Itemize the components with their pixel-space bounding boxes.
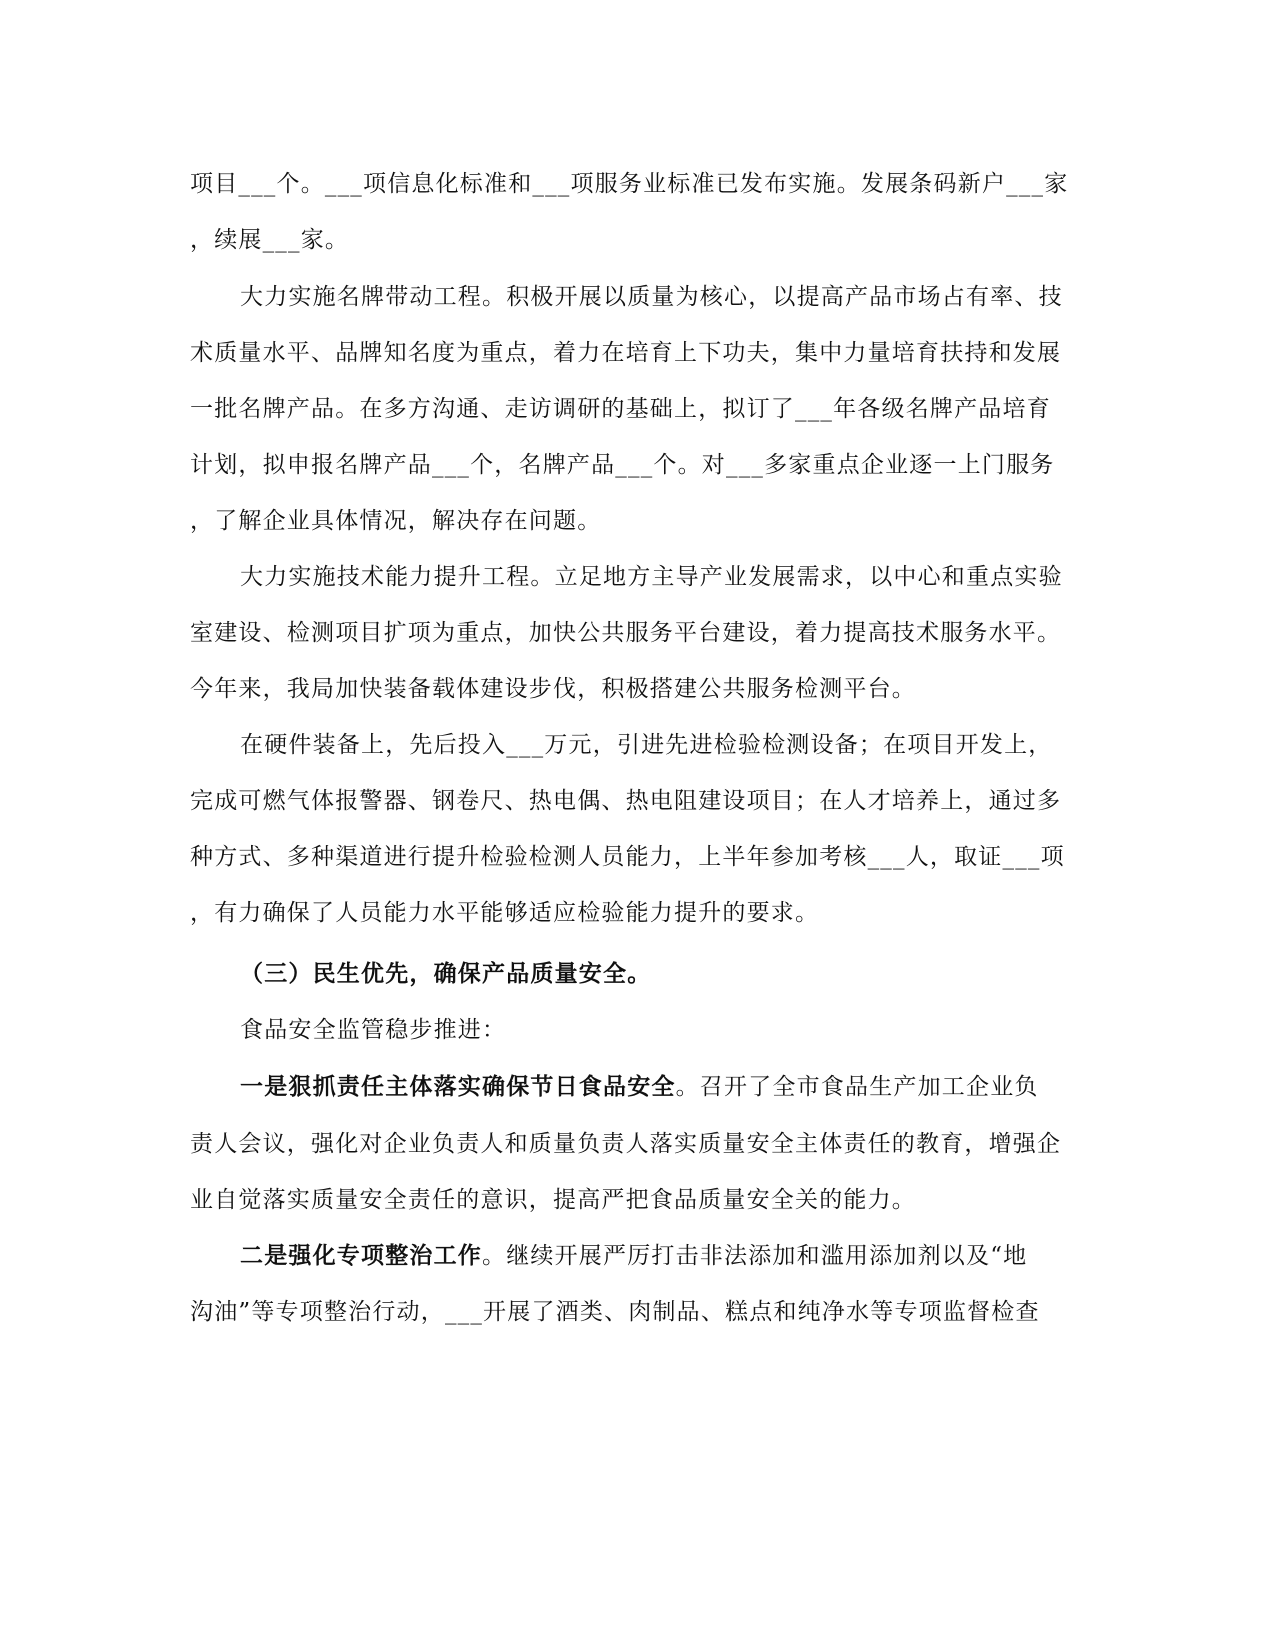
paragraph-line <box>240 1234 1140 1278</box>
bold-lead: 一是狠抓责任主体落实确保节日食品安全 <box>240 1073 676 1100</box>
paragraph-line: 责人会议，强化对企业负责人和质量负责人落实质量安全主体责任的教育，增强企 <box>190 1131 1062 1157</box>
line-rest: 。召开了全市食品生产加工企业负 <box>675 1074 1039 1100</box>
paragraph-line: 业自觉落实质量安全责任的意识，提高严把食品质量安全关的能力。 <box>190 1187 916 1213</box>
paragraph-line: 今年来，我局加快装备载体建设步伐，积极搭建公共服务检测平台。 <box>190 676 916 702</box>
paragraph-line: 在硬件装备上，先后投入___万元，引进先进检验检测设备；在项目开发上， <box>240 732 1053 758</box>
paragraph-line: 术质量水平、品牌知名度为重点，着力在培育上下功夫，集中力量培育扶持和发展 <box>190 340 1062 366</box>
paragraph-line: ，有力确保了人员能力水平能够适应检验能力提升的要求。 <box>190 900 820 926</box>
paragraph-line: 食品安全监管稳步推进： <box>240 1017 507 1043</box>
paragraph-line: 大力实施名牌带动工程。积极开展以质量为核心，以提高产品市场占有率、技 <box>240 284 1063 310</box>
section-heading: （三）民生优先，确保产品质量安全。 <box>240 960 652 987</box>
paragraph-line: 完成可燃气体报警器、钢卷尺、热电偶、热电阻建设项目；在人才培养上，通过多 <box>190 788 1062 814</box>
paragraph-line: 种方式、多种渠道进行提升检验检测人员能力，上半年参加考核___人，取证___项 <box>190 844 1065 870</box>
paragraph-line <box>240 1065 1140 1109</box>
paragraph-line: 大力实施技术能力提升工程。立足地方主导产业发展需求，以中心和重点实验 <box>240 564 1063 590</box>
paragraph-line: 项目___个。___项信息化标准和___项服务业标准已发布实施。发展条码新户___家 <box>190 171 1069 197</box>
line-rest: 。继续开展严厉打击非法添加和滥用添加剂以及“地 <box>482 1243 1028 1269</box>
paragraph-line: 室建设、检测项目扩项为重点，加快公共服务平台建设，着力提高技术服务水平。 <box>190 620 1062 646</box>
paragraph-line: 沟油”等专项整治行动，___开展了酒类、肉制品、糕点和纯净水等专项监督检查 <box>190 1299 1040 1325</box>
paragraph-line: ，续展___家。 <box>190 227 350 253</box>
bold-lead: 二是强化专项整治工作 <box>240 1242 482 1269</box>
paragraph-line: 一批名牌产品。在多方沟通、走访调研的基础上，拟订了___年各级名牌产品培育 <box>190 396 1051 422</box>
paragraph-line: ，了解企业具体情况，解决存在问题。 <box>190 508 602 534</box>
paragraph-line: 计划，拟申报名牌产品___个，名牌产品___个。对___多家重点企业逐一上门服务 <box>190 452 1055 478</box>
